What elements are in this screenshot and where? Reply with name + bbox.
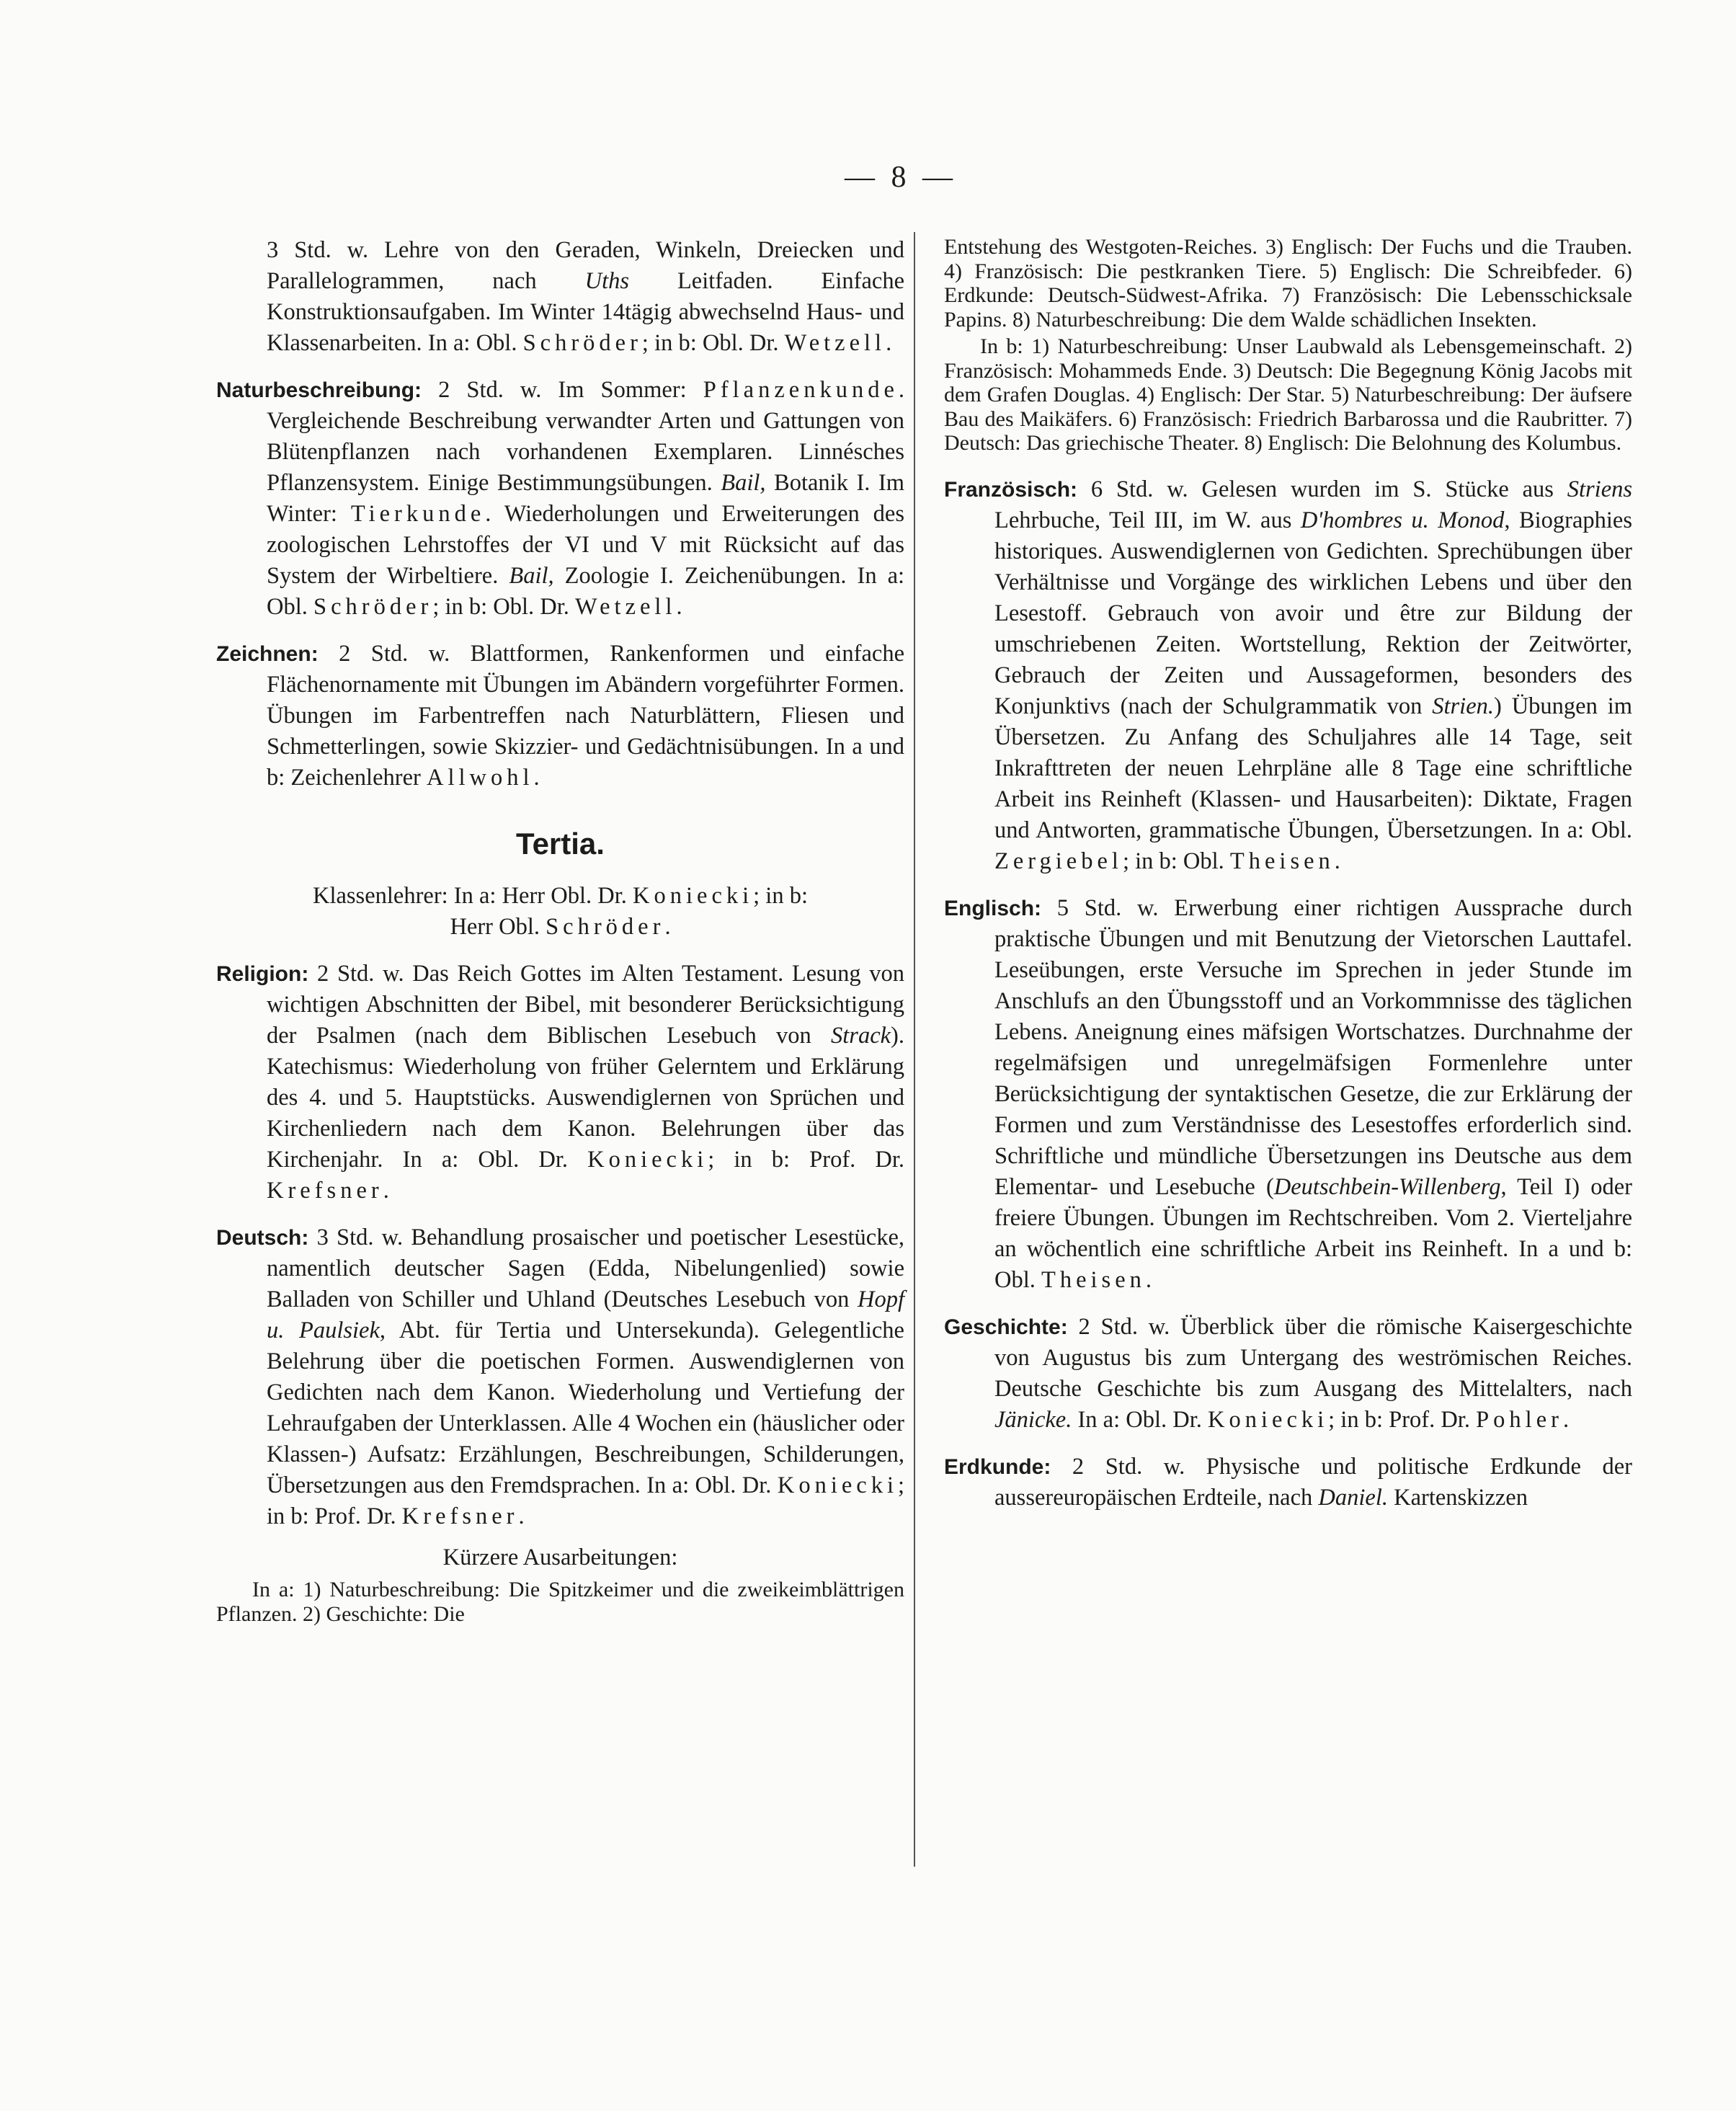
section-geschichte: Geschichte: 2 Std. w. Überblick über die römische Kaisergeschichte von Augustus bis zum Untergang des weströmischen Reiches. Deutsche Geschichte bis zum Ausgang des Mittelalters, nach Jänicke. In a: Obl. Dr. Koniecki; in b: Prof. Dr. Pohler. xyxy=(944,1313,1632,1433)
section-title: Naturbeschreibung: xyxy=(216,378,422,402)
section-englisch: Englisch: 5 Std. w. Erwerbung einer richtigen Aussprache durch praktische Übungen und mit Benutzung der Vietorschen Lauttafel. Leseübungen, erste Versuche im Sprechen in jeder Stunde im Anschlufs an den Übungsstoff und an Vorkommnisse des täglichen Lebens. Aneignung eines mäfsigen Wortschatzes. Durchnahme der regelmäfsigen und unregelmäfsigen Formenlehre unter Berücksichtigung der syntaktischen Gesetze, die zur Erklärung der Formen und zum Verständnisse des Lesestoffes erforderlich sind. Schriftliche und mündliche Übersetzungen ins Deutsche aus dem Elementar- und Lesebuche (Deutschbein-Willenberg, Teil I) oder freiere Übungen. Übungen im Rechtschreiben. Vom 2. Vierteljahre an wöchentlich eine schriftliche Arbeit ins Reinheft. In a und b: Obl. Theisen. xyxy=(944,894,1633,1293)
section-title: Zeichnen: xyxy=(216,642,319,666)
section-naturbeschreibung: Naturbeschreibung: 2 Std. w. Im Sommer: Pflanzenkunde. Vergleichende Beschreibung verwandter Arten und Gattungen von Blütenpflanzen nach vorhandenen Exemplaren. Linnésches Pflanzensystem. Einige Bestimmungsübungen. Bail, Botanik I. Im Winter: Tierkunde. Wiederholungen und Erweiterungen des zoologischen Lehrstoffes der VI und V mit Rücksicht auf das System der Wirbeltiere. Bail, Zoologie I. Zeichenübungen. In a: Obl. Schröder; in b: Obl. Dr. Wetzell. xyxy=(216,377,905,620)
geometry-continuation: 3 Std. w. Lehre von den Geraden, Winkeln, Dreiecken und Parallelogrammen, nach Uths Leitfaden. Einfache Konstruktionsaufgaben. Im Winter 14tägig abwechselnd Haus- und Klassenarbeiten. In a: Obl. Schröder; in b: Obl. Dr. Wetzell. xyxy=(267,237,904,356)
kurz-list-a-continued: Entstehung des Westgoten-Reiches. 3) Englisch: Der Fuchs und die Trauben. 4) Französisch: Die pestkranken Tiere. 5) Englisch: Die Schreibfeder. 6) Erdkunde: Deutsch-Südwest-Afrika. 7) Französisch: Die Lebensschicksale Papins. 8) Naturbeschreibung: Die dem Walde schädlichen Insekten. xyxy=(944,235,1632,332)
section-deutsch: Deutsch: 3 Std. w. Behandlung prosaischer und poetischer Lesestücke, namentlich deutscher Sagen (Edda, Nibelungenlied) sowie Balladen von Schiller und Uhland (Deutsches Lesebuch von Hopf u. Paulsiek, Abt. für Tertia und Untersekunda). Gelegentliche Belehrung über die poetischen Formen. Auswendiglernen von Gedichten nach dem Kanon. Wiederholung und Vertiefung der Lehraufgaben der Unterklassen. Alle 4 Wochen ein (häuslicher oder Klassen-) Aufsatz: Erzählungen, Beschreibungen, Schilderungen, Übersetzungen aus den Fremdsprachen. In a: Obl. Dr. Koniecki; in b: Prof. Dr. Krefsner. xyxy=(216,1225,905,1529)
section-title: Geschichte: xyxy=(944,1315,1068,1339)
kurz-heading: Kürzere Ausarbeitungen: xyxy=(442,1545,678,1570)
section-zeichnen: Zeichnen: 2 Std. w. Blattformen, Rankenformen und einfache Flächenornamente mit Übungen im Abändern vorgeführter Formen. Übungen im Farbentreffen nach Naturblättern, Fliesen und Schmetterlingen, sowie Skizzier- und Gedächtnisübungen. In a und b: Zeichenlehrer Allwohl. xyxy=(216,641,905,791)
section-franzoesisch: Französisch: 6 Std. w. Gelesen wurden im S. Stücke aus Striens Lehrbuche, Teil III, im W. aus D'hombres u. Monod, Biographies historiques. Auswendiglernen von Gedichten. Sprechübungen über Verhältnisse und Vorgänge des wirklichen Lebens und über den Lesestoff. Gebrauch von avoir und être zur Bildung der umschriebenen Zeiten. Wortstellung, Rektion der Zeitwörter, Gebrauch der Zeiten und Aussageformen, besonders des Konjunktivs (nach der Schulgrammatik von Strien.) Übungen im Übersetzen. Zu Anfang des Schuljahres alle 14 Tage, seit Inkrafttreten der neuen Lehrpläne alle 8 Tage eine schriftliche Arbeit ins Reinheft (Klassen- und Hausarbeiten): Diktate, Fragen und Antworten, grammatische Übungen, Übersetzungen. In a: Obl. Zergiebel; in b: Obl. Theisen. xyxy=(944,476,1633,874)
left-column xyxy=(216,235,904,1626)
klassenlehrer: Klassenlehrer: In a: Herr Obl. Dr. Koniecki; in b: Herr Obl. Schröder. xyxy=(312,883,808,940)
column-divider xyxy=(914,232,915,1867)
section-title: Erdkunde: xyxy=(944,1454,1051,1479)
section-religion: Religion: 2 Std. w. Das Reich Gottes im Alten Testament. Lesung von wichtigen Abschnitten der Bibel, mit besonderer Berücksichtigung der Psalmen (nach dem Biblischen Lesebuch von Strack). Katechismus: Wiederholung von früher Gelerntem und Erklärung des 4. und 5. Hauptstücks. Auswendiglernen von Sprüchen und Kirchenliedern nach dem Kanon. Belehrungen über das Kirchenjahr. In a: Obl. Dr. Koniecki; in b: Prof. Dr. Krefsner. xyxy=(216,961,904,1204)
page-number: — 8 — xyxy=(845,161,957,194)
section-title: Religion: xyxy=(216,962,309,986)
section-title: Englisch: xyxy=(944,896,1042,920)
kurz-list-b: In b: 1) Naturbeschreibung: Unser Laubwald als Lebensgemeinschaft. 2) Französisch: Mohammeds Ende. 3) Deutsch: Die Begegnung König Jacobs mit dem Grafen Douglas. 4) Englisch: Der Star. 5) Naturbeschreibung: Der äufsere Bau des Maikäfers. 6) Französisch: Friedrich Barbarossa und die Raubritter. 7) Deutsch: Das griechische Theater. 8) Englisch: Die Belohnung des Kolumbus. xyxy=(944,334,1632,455)
section-title: Französisch: xyxy=(944,477,1078,502)
tertia-heading: Tertia. xyxy=(516,827,605,861)
kurz-list-a: In a: 1) Naturbeschreibung: Die Spitzkeimer und die zweikeimblättrigen Pflanzen. 2) Geschichte: Die xyxy=(216,1578,904,1626)
right-column xyxy=(944,235,1632,1514)
section-erdkunde: Erdkunde: 2 Std. w. Physische und politische Erdkunde der aussereuropäischen Erdteile, nach Daniel. Kartenskizzen xyxy=(944,1453,1632,1511)
section-title: Deutsch: xyxy=(216,1226,309,1250)
